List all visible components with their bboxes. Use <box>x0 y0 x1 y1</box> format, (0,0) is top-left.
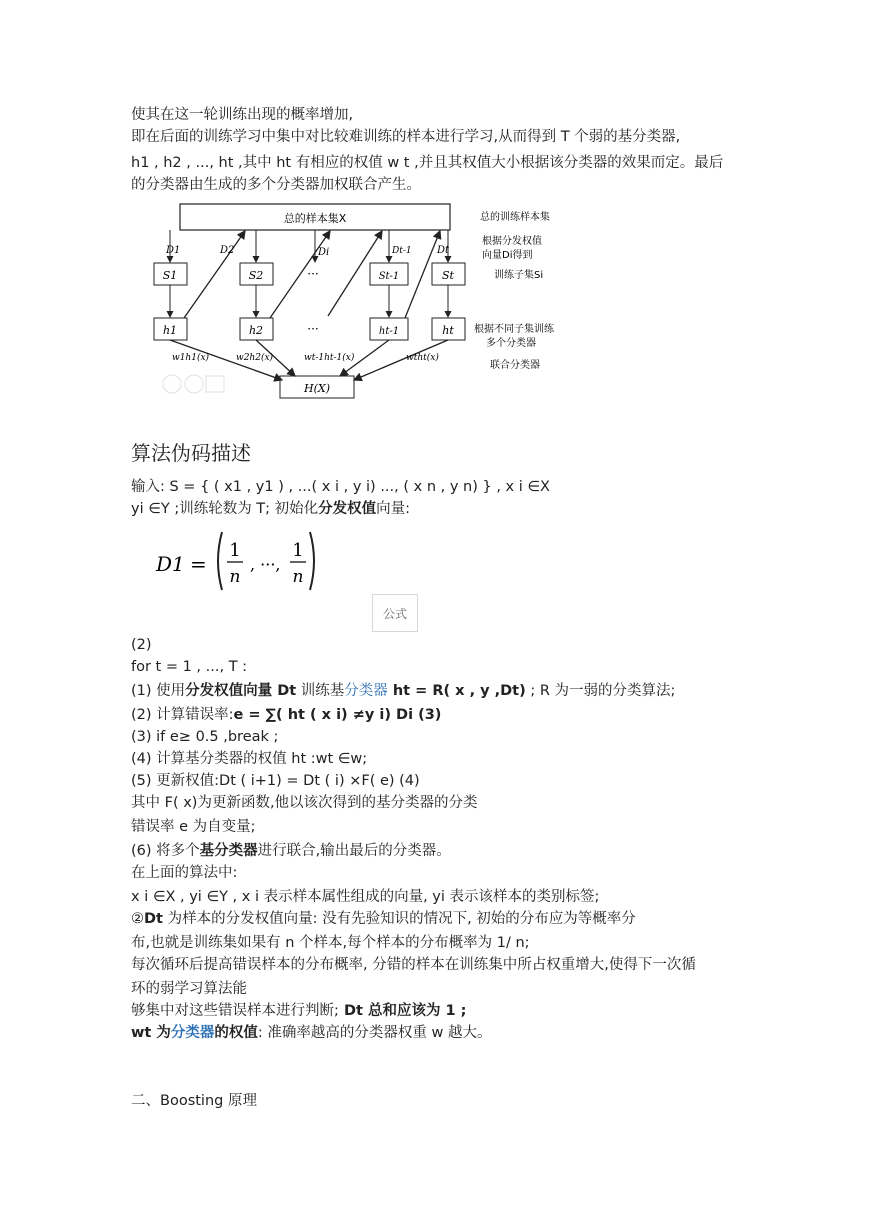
formula-den-1: n <box>229 567 241 587</box>
dist-label-i: Di <box>318 247 330 258</box>
dist-label-2: D2 <box>220 245 235 256</box>
explain-line-2: x i ∈X , yi ∈Y , x i 表示样本属性组成的向量, yi 表示该样本的类别标签; <box>131 889 600 905</box>
label-total-train-set: 总的训练样本集 <box>480 212 550 223</box>
subset-label-t-1: St-1 <box>378 271 400 282</box>
weight-label-t-1: wt-1ht-1(x) <box>304 353 355 363</box>
formula-num-2: 1 <box>292 540 304 561</box>
formula-left-paren <box>218 532 222 590</box>
step-1: (1) 使用分发权值向量 Dt 训练基分类器 ht = R( x , y ,Dt) ; R 为一弱的分类算法; <box>131 683 676 699</box>
step-5: (5) 更新权值:Dt ( i+1) = Dt ( i) ×F( e) (4) <box>131 773 420 789</box>
link-classifier-1[interactable]: 分类器 <box>344 683 388 699</box>
classifier-label-t: ht <box>442 324 454 337</box>
formula-button[interactable]: 公式 <box>372 594 418 632</box>
subset-label-1: S1 <box>162 269 178 282</box>
formula-den-2: n <box>292 567 304 587</box>
for-loop-line: for t = 1 , ..., T : <box>131 659 248 675</box>
subset-label-t: St <box>442 269 454 282</box>
explain-line-1: 在上面的算法中: <box>131 865 238 881</box>
section-title-boosting: 二、Boosting 原理 <box>131 1093 257 1109</box>
dist-label-t: Dt <box>437 245 450 256</box>
sample-set-label: 总的样本集X <box>283 212 347 225</box>
label-joint-classifier: 联合分类器 <box>490 360 540 371</box>
subset-ellipsis: ··· <box>307 267 319 281</box>
label-train-by-subset: 根据不同子集训练 <box>474 324 554 335</box>
step-6: (6) 将多个基分类器进行联合,输出最后的分类器。 <box>131 843 451 859</box>
weight-label-1: w1h1(x) <box>172 353 210 363</box>
intro-line-1: 使其在这一轮训练出现的概率增加, <box>131 107 354 123</box>
subset-label-2: S2 <box>248 269 264 282</box>
output-label: H(X) <box>303 382 331 395</box>
label-by-weights: 根据分发权值 <box>482 236 542 247</box>
step-2: (2) 计算错误率:e = ∑( ht ( x i) ≠y i) Di (3) <box>131 707 442 723</box>
weight-label-t: wtht(x) <box>406 353 439 363</box>
init-weight-formula <box>150 530 330 592</box>
explain-line-7: 够集中对这些错误样本进行判断; Dt 总和应该为 1 ; <box>131 1003 467 1019</box>
link-classifier-2[interactable]: 分类器 <box>170 1025 215 1041</box>
classifier-ellipsis: ··· <box>307 322 319 336</box>
note-line-2: 错误率 e 为自变量; <box>131 819 256 835</box>
dist-label-t-1: Dt-1 <box>392 246 412 256</box>
boosting-diagram <box>150 198 590 403</box>
formula-num-1: 1 <box>229 540 241 561</box>
input-line-2: yi ∈Y ;训练轮数为 T; 初始化分发权值向量: <box>131 501 411 517</box>
intro-line-4: 的分类器由生成的多个分类器加权联合产生。 <box>131 177 421 193</box>
formula-dots: , ···, <box>250 555 281 574</box>
watermark-logo <box>163 375 224 393</box>
explain-line-8: wt 为分类器的权值: 准确率越高的分类器权重 w 越大。 <box>131 1025 492 1041</box>
formula-eq: = <box>190 552 207 576</box>
note-line-1: 其中 F( x)为更新函数,他以该次得到的基分类器的分类 <box>131 795 478 811</box>
label-vector-di: 向量Di得到 <box>482 250 533 261</box>
weight-label-2: w2h2(x) <box>236 353 274 363</box>
explain-line-6: 环的弱学习算法能 <box>131 981 247 997</box>
section-title-pseudocode: 算法伪码描述 <box>131 441 251 465</box>
emph-distribution-weight: 分发权值 <box>318 501 377 517</box>
classifier-label-2: h2 <box>248 324 264 337</box>
formula-lhs: D1 <box>156 552 185 576</box>
eq-number-2: (2) <box>131 637 152 653</box>
label-train-subset: 训练子集Si <box>494 270 544 281</box>
intro-line-2: 即在后面的训练学习中集中对比较难训练的样本进行学习,从而得到 T 个弱的基分类器, <box>131 129 681 145</box>
input-line-1: 输入: S = { ( x1 , y1 ) , ...( x i , y i) ..., ( x n , y n) } , x i ∈X <box>131 479 550 495</box>
explain-line-3: ②Dt 为样本的分发权值向量: 没有先验知识的情况下, 初始的分布应为等概率分 <box>131 911 636 927</box>
intro-line-3: h1 , h2 , ..., ht ,其中 ht 有相应的权值 w t ,并且其权值大小根据该分类器的效果而定。最后 <box>131 155 724 171</box>
label-multi-classifiers: 多个分类器 <box>486 338 536 349</box>
explain-line-5: 每次循环后提高错误样本的分布概率, 分错的样本在训练集中所占权重增大,使得下一次循 <box>131 957 696 973</box>
step-4: (4) 计算基分类器的权值 ht :wt ∈w; <box>131 751 368 767</box>
classifier-label-1: h1 <box>162 324 178 337</box>
classifier-label-t-1: ht-1 <box>378 326 400 337</box>
dist-label-1: D1 <box>166 245 181 256</box>
explain-line-4: 布,也就是训练集如果有 n 个样本,每个样本的分布概率为 1/ n; <box>131 935 530 951</box>
step-3: (3) if e≥ 0.5 ,break ; <box>131 729 279 745</box>
formula-right-paren <box>310 532 314 590</box>
